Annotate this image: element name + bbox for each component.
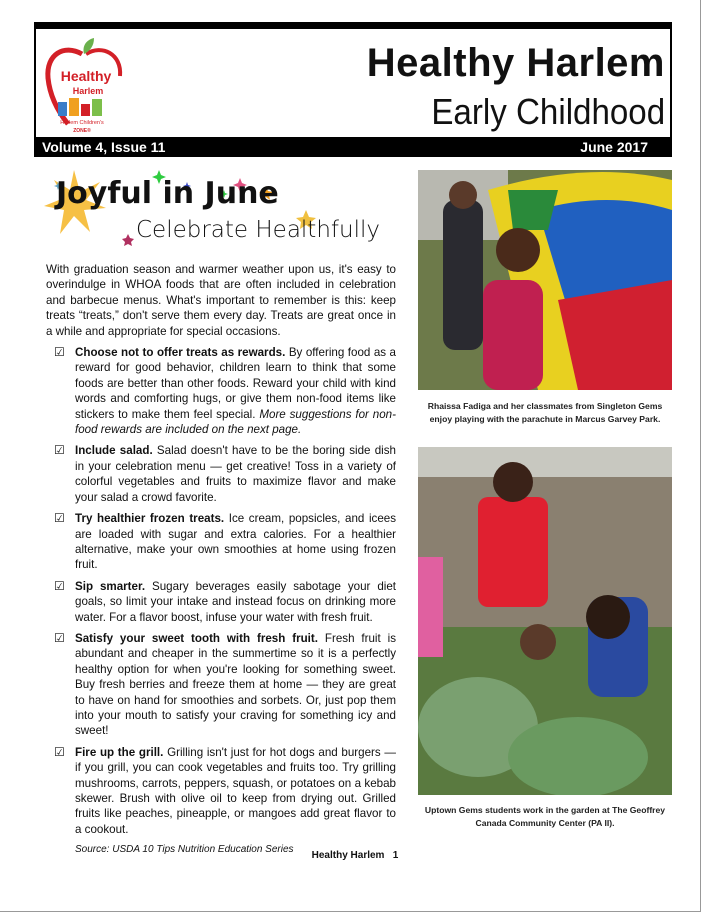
- tip-text: Salad doesn't have to be the boring side dish in your celebration menu — get creative! Toss in a variety of colorful vegetables and fruits to maximize flavor and make your salad a crowd favorite.: [75, 444, 396, 504]
- tip-item: [46, 511, 396, 573]
- tip-heading: Try healthier frozen treats.: [75, 512, 225, 526]
- article-banner: [44, 170, 384, 255]
- tip-note: More suggestions for non-food rewards are included on the next page.: [75, 407, 396, 437]
- issue-bar: [34, 137, 672, 157]
- logo-zone: ZONE®: [73, 128, 91, 134]
- tip-text: Ice cream, popsicles, and icees are loaded with sugar and extra calories. For a healthier alternative, make your own smoothies at home using frozen fruit.: [75, 512, 397, 572]
- logo-line1: Healthy: [60, 68, 112, 84]
- photo-parachute: [418, 170, 672, 390]
- tip-text: Sugary beverages easily sabotage your diet goals, so limit your intake and instead focus on drinking more water. For a flavor boost, infuse your water with fresh fruit.: [75, 579, 397, 624]
- page-footer: Healthy Harlem 1: [311, 850, 399, 861]
- tip-item: [46, 443, 396, 505]
- checkbox-icon: ☑: [54, 744, 65, 759]
- tip-heading: Include salad.: [75, 444, 153, 458]
- tip-item: [46, 745, 396, 837]
- issue-date: June 2017: [580, 139, 648, 155]
- tip-heading: Fire up the grill.: [75, 745, 164, 759]
- tip-heading: Satisfy your sweet tooth with fresh fruit.: [75, 631, 318, 645]
- article-body: [46, 262, 396, 857]
- tip-heading: Choose not to offer treats as rewards.: [75, 346, 286, 360]
- newsletter-title: Healthy Harlem: [366, 41, 665, 85]
- newsletter-subtitle: Early Childhood: [431, 91, 665, 132]
- article-title: Joyful in June: [56, 176, 279, 211]
- checkbox-icon: ☑: [54, 578, 65, 593]
- tip-text: Fresh fruit is abundant and cheaper in the summertime so it is a perfectly healthy option for when you're looking for something sweet. Buy fresh berries and freeze them at home — they are great to have on hand for smoothies and sorbets. Or, just pop them into your mouth to satisfy your craving for something icy and sweet!: [75, 631, 396, 738]
- checkbox-icon: ☑: [54, 630, 65, 645]
- checkbox-icon: ☑: [54, 443, 65, 458]
- tip-text: Grilling isn't just for hot dogs and burgers — if you grill, you can cook vegetables and fruits too. Try grilling mushrooms, carrots, peppers, squash, or potatoes on a kebab skewer. Brush with olive oil to keep from drying out. Grilled fruits like peaches, pineapple, or mangoes add great flavor to a cookout.: [75, 745, 396, 836]
- tip-heading: Sip smarter.: [75, 579, 146, 593]
- source-note: Source: USDA 10 Tips Nutrition Education Series: [75, 844, 294, 856]
- checkbox-icon: ☑: [54, 511, 65, 526]
- tip-item: [46, 631, 396, 739]
- article-subtitle: Celebrate Healthfully: [136, 217, 380, 243]
- intro-paragraph: With graduation season and warmer weather upon us, it's easy to overindulge in WHOA foods that are often included in celebration and barbecue menus. What's important to remember is this: keep treats “treats,” don't serve them every day. Treats are great once in a while and appropriate for special occasions.: [46, 263, 396, 338]
- tip-text: By offering food as a reward for good behavior, children learn to think that some foods are better than other foods. Reward your child with kind words and comforting hugs, or give them non-food items like stickers to make them feel special.: [75, 346, 397, 421]
- logo-org: Harlem Children's: [60, 120, 104, 126]
- tip-item: [46, 345, 396, 437]
- photo-caption: Rhaissa Fadiga and her classmates from Singleton Gems enjoy playing with the parachute in Marcus Garvey Park.: [427, 401, 663, 424]
- checkbox-icon: ☑: [54, 345, 65, 360]
- volume-issue: Volume 4, Issue 11: [42, 139, 166, 155]
- logo-line2: Harlem: [72, 86, 104, 96]
- photo-caption: Uptown Gems students work in the garden at The Geoffrey Canada Community Center (PA II).: [424, 805, 666, 828]
- tip-item: [46, 579, 396, 625]
- healthy-harlem-logo: [44, 36, 124, 136]
- photo-garden: [418, 447, 672, 795]
